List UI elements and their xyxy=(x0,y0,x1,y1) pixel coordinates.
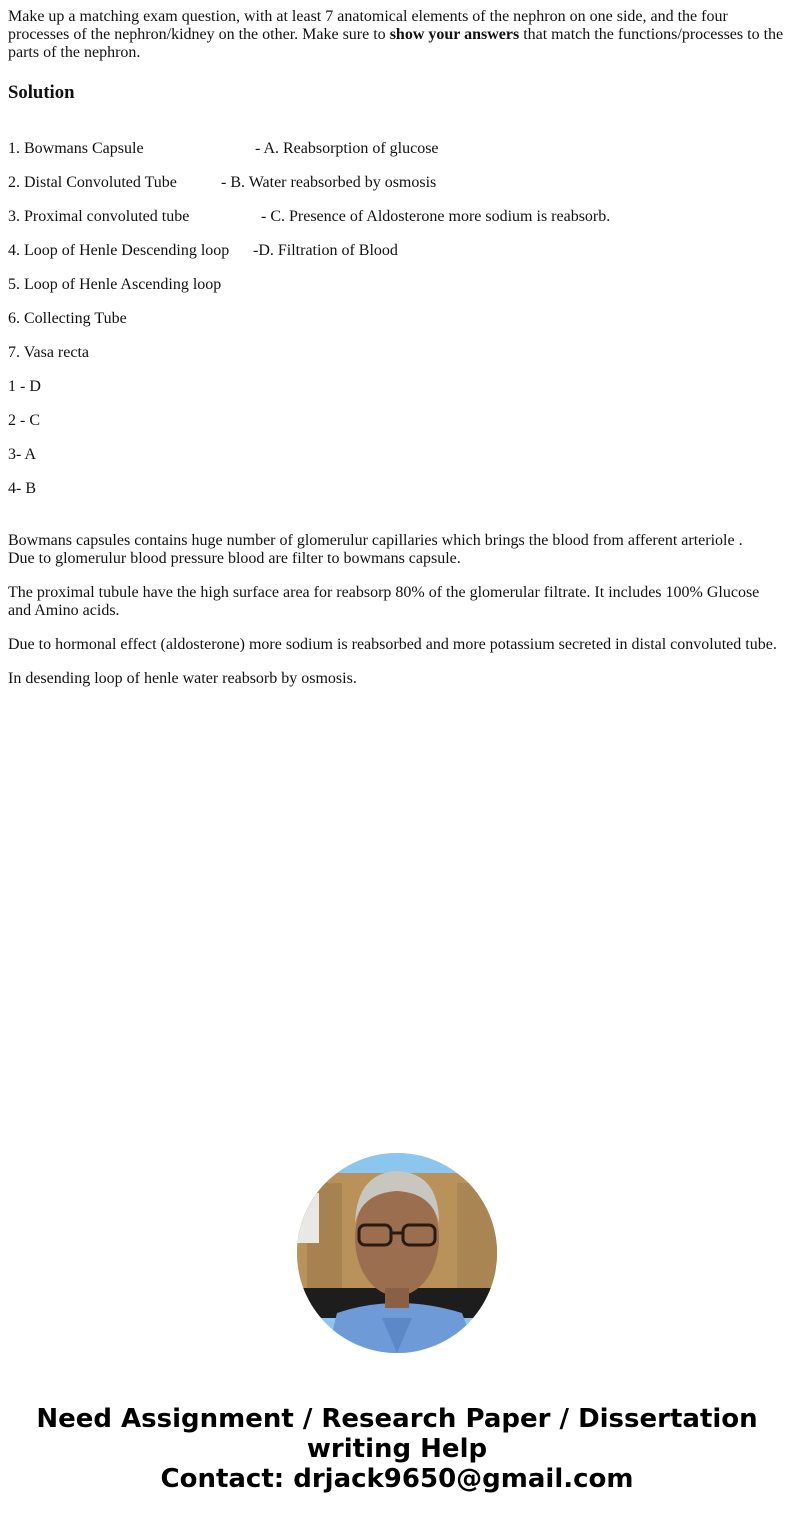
matching-row xyxy=(8,344,786,362)
answer-key xyxy=(8,378,786,498)
matching-list xyxy=(8,140,786,362)
nephron-part: 7. Vasa recta xyxy=(8,344,89,361)
promo-line: writing Help xyxy=(306,1434,488,1464)
answer-item: 3- A xyxy=(8,446,36,463)
process-option: - A. Reabsorption of glucose xyxy=(255,140,439,157)
promo-footer xyxy=(0,1404,794,1494)
question-emphasis: show your answers xyxy=(389,26,520,43)
question-text xyxy=(8,8,786,62)
explanation-line: Due to glomerulur blood pressure blood are filter to bowmans capsule. xyxy=(8,550,461,567)
document-body xyxy=(8,8,786,704)
answer-item: 4- B xyxy=(8,480,36,497)
matching-row xyxy=(8,276,786,294)
matching-row xyxy=(8,242,786,260)
explanation-line: Bowmans capsules contains huge number of glomerulur capillaries which brings the blood from afferent arteriole . xyxy=(8,532,743,549)
process-option: -D. Filtration of Blood xyxy=(253,242,398,259)
nephron-part: 4. Loop of Henle Descending loop xyxy=(8,242,230,259)
question-part: Make up a matching exam question, with at least 7 anatomical elements of the nephron on one side, and the four processes of the nephron/kidney on the other. Make sure to xyxy=(8,8,728,43)
explanation-paragraph: The proximal tubule have the high surface area for reabsorp 80% of the glomerular filtrate. It includes 100% Glucose and Amino acids. xyxy=(8,584,760,619)
process-option: - C. Presence of Aldosterone more sodium is reabsorb. xyxy=(261,208,611,225)
question-part: that match the functions/processes to the parts of the nephron. xyxy=(8,26,784,61)
nephron-part: 6. Collecting Tube xyxy=(8,310,127,327)
nephron-part: 1. Bowmans Capsule xyxy=(8,140,144,157)
nephron-part: 2. Distal Convoluted Tube xyxy=(8,174,177,191)
explanations xyxy=(8,532,786,688)
matching-row xyxy=(8,140,786,158)
matching-row xyxy=(8,310,786,328)
explanation-paragraph xyxy=(8,532,786,568)
solution-heading: Solution xyxy=(8,82,75,103)
answer-item: 1 - D xyxy=(8,378,41,395)
contact-email: Contact: drjack9650@gmail.com xyxy=(160,1464,634,1494)
process-option: - B. Water reabsorbed by osmosis xyxy=(221,174,437,191)
explanation-paragraph: In desending loop of henle water reabsorb by osmosis. xyxy=(8,670,357,687)
nephron-part: 3. Proximal convoluted tube xyxy=(8,208,190,225)
nephron-part: 5. Loop of Henle Ascending loop xyxy=(8,276,222,293)
matching-row xyxy=(8,174,786,192)
answer-item: 2 - C xyxy=(8,412,40,429)
promo-line: Need Assignment / Research Paper / Dissertation xyxy=(36,1404,758,1434)
explanation-paragraph: Due to hormonal effect (aldosterone) more sodium is reabsorbed and more potassium secreted in distal convoluted tube. xyxy=(8,636,777,653)
matching-row xyxy=(8,208,786,226)
person-photo-icon xyxy=(297,1153,497,1353)
avatar xyxy=(297,1153,497,1353)
